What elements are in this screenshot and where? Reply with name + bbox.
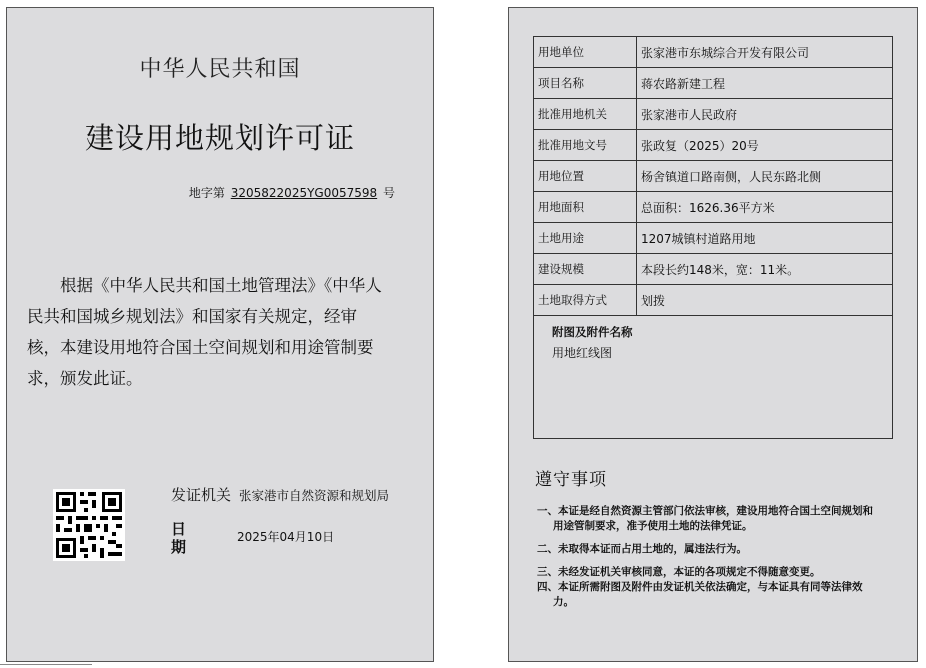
divider [0, 664, 92, 665]
table-row [534, 130, 893, 161]
note-item: 二、未取得本证而占用土地的，属违法行为。 [537, 543, 747, 555]
note-item: 一、本证是经自然资源主管部门依法审核，建设用地符合国土空间规划和用途管制要求，准予使用土地的法律凭证。 [537, 505, 873, 532]
row-value: 张家港市东城综合开发有限公司 [637, 37, 893, 68]
row-label: 建设规模 [534, 254, 637, 285]
attachments-cell [534, 316, 893, 439]
row-label: 用地单位 [534, 37, 637, 68]
row-value: 1207城镇村道路用地 [637, 223, 893, 254]
certificate-number [189, 184, 395, 201]
number-suffix: 号 [382, 186, 395, 200]
row-label: 项目名称 [534, 68, 637, 99]
country-name: 中华人民共和国 [139, 57, 301, 82]
body-text: 根据《中华人民共和国土地管理法》《中华人民共和国城乡规划法》和国家有关规定，经审核，本建设用地符合国土空间规划和用途管制要求，颁发此证。 [27, 276, 382, 388]
attachments-title: 附图及附件名称 [552, 325, 633, 339]
attachments-row [534, 316, 893, 439]
table-row [534, 37, 893, 68]
table-row [534, 99, 893, 130]
row-label: 土地用途 [534, 223, 637, 254]
certificate-front-page [6, 7, 434, 662]
table-row [534, 192, 893, 223]
row-value: 杨舍镇道口路南侧，人民东路北侧 [637, 161, 893, 192]
row-label: 用地位置 [534, 161, 637, 192]
row-label: 批准用地机关 [534, 99, 637, 130]
attachments-value: 用地红线图 [552, 346, 613, 360]
notes-title: 遵守事项 [535, 470, 607, 490]
table-row [534, 285, 893, 316]
row-value: 划拨 [637, 285, 893, 316]
row-label: 土地取得方式 [534, 285, 637, 316]
certificate-body-text [27, 270, 387, 394]
date-label: 日期 [171, 520, 187, 556]
issuer-label: 发证机关 [171, 486, 232, 504]
number-prefix: 地字第 [188, 186, 225, 200]
row-label: 批准用地文号 [534, 130, 637, 161]
table-row [534, 161, 893, 192]
table-row [534, 254, 893, 285]
table-row [534, 223, 893, 254]
row-value: 本段长约148米，宽：11米。 [637, 254, 893, 285]
row-value: 张家港市人民政府 [637, 99, 893, 130]
certificate-title: 建设用地规划许可证 [84, 121, 355, 155]
certificate-detail-page [508, 7, 918, 662]
table-row [534, 68, 893, 99]
number-value: 3205822025YG0057598 [230, 186, 378, 200]
row-value: 总面积：1626.36平方米 [637, 192, 893, 223]
notes-list [537, 504, 882, 618]
issue-date: 2025年04月10日 [237, 530, 335, 544]
row-label: 用地面积 [534, 192, 637, 223]
qr-code-icon [53, 489, 125, 561]
row-value: 张政复（2025）20号 [637, 130, 893, 161]
land-info-table [533, 36, 893, 439]
note-item: 四、本证所需附图及附件由发证机关依法确定，与本证具有同等法律效力。 [537, 581, 863, 608]
issuer-value: 张家港市自然资源和规划局 [239, 488, 390, 503]
row-value: 蒋农路新建工程 [637, 68, 893, 99]
note-item: 三、未经发证机关审核同意，本证的各项规定不得随意变更。 [537, 566, 821, 578]
